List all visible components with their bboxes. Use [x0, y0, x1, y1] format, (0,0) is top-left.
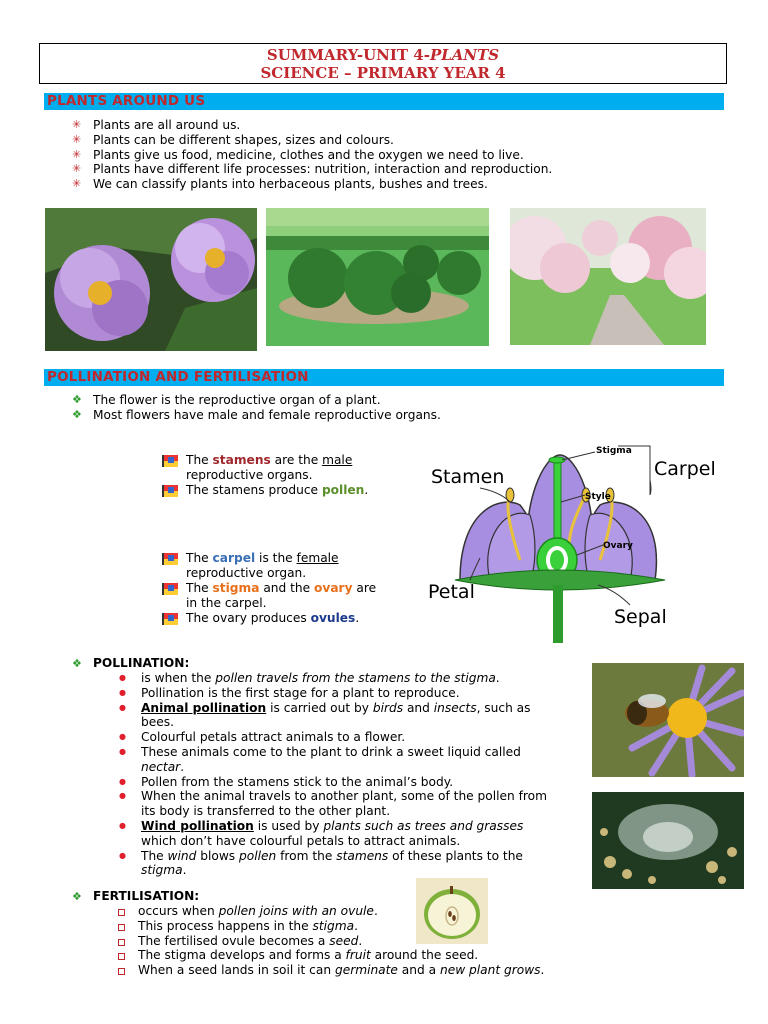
list-item: ✳ Plants can be different shapes, sizes and colours. [72, 133, 552, 148]
flag-bullet-icon [162, 455, 178, 467]
wind-pollination-photo [592, 792, 744, 889]
fertilisation-heading: ❖ FERTILISATION: [72, 889, 572, 904]
document-title [39, 43, 727, 84]
peony-flowers-photo [45, 208, 257, 351]
list-item: The stamens produce pollen. [162, 483, 402, 498]
fertilisation-list [114, 904, 572, 978]
section-heading-plants-around-us: PLANTS AROUND US [44, 93, 724, 110]
list-item: The stamens are the male reproductive organs. [162, 453, 402, 483]
flower-diagram [420, 440, 720, 645]
list-item: ● is when the pollen travels from the stamens to the stigma. [117, 671, 572, 686]
list-item: ● Pollen from the stamens stick to the animal’s body. [117, 775, 572, 790]
bee-on-flower-photo [592, 663, 744, 777]
pollination-heading: ❖ POLLINATION: [72, 656, 572, 671]
list-item: ✳ Plants are all around us. [72, 118, 552, 133]
list-item: The stigma develops and forms a fruit around the seed. [114, 948, 572, 963]
title-line-1: SUMMARY-UNIT 4-PLANTS [266, 46, 500, 64]
female-organs-block [162, 551, 402, 626]
flag-bullet-icon [162, 613, 178, 625]
list-item: ● Pollination is the first stage for a plant to reproduce. [117, 686, 572, 701]
pollination-list [117, 671, 572, 878]
plants-around-us-list [72, 118, 552, 192]
bushes-garden-photo [266, 208, 489, 346]
flag-bullet-icon [162, 553, 178, 565]
list-item: ✳ Plants have different life processes: nutrition, interaction and reproduction. [72, 162, 552, 177]
list-item: ✳ Plants give us food, medicine, clothes and the oxygen we need to live. [72, 148, 552, 163]
male-organs-block [162, 453, 402, 498]
pollination-section [72, 656, 572, 878]
title-line-2: SCIENCE – PRIMARY YEAR 4 [260, 64, 506, 82]
list-item: ● Animal pollination is carried out by birds and insects, such as bees. [117, 701, 572, 731]
list-item: ❖ Most flowers have male and female reproductive organs. [72, 408, 441, 423]
list-item: ● The wind blows pollen from the stamens of these plants to the stigma. [117, 849, 572, 879]
fertilisation-section [72, 889, 572, 978]
stamen-label: Stamen [431, 466, 505, 488]
blossom-trees-avenue-photo [510, 208, 706, 345]
reproduction-intro-list [72, 393, 441, 423]
list-item: The stigma and the ovary are in the carpel. [162, 581, 402, 611]
list-item: ● When the animal travels to another plant, some of the pollen from its body is transferred to the other plant. [117, 789, 572, 819]
flag-bullet-icon [162, 485, 178, 497]
list-item: ● Colourful petals attract animals to a flower. [117, 730, 572, 745]
list-item: The ovary produces ovules. [162, 611, 402, 626]
flag-bullet-icon [162, 583, 178, 595]
petal-label: Petal [428, 581, 475, 603]
section-heading-pollination-fertilisation: POLLINATION AND FERTILISATION [44, 369, 724, 386]
list-item: When a seed lands in soil it can germinate and a new plant grows. [114, 963, 572, 978]
stigma-label: Stigma [596, 446, 632, 456]
list-item: The carpel is the female reproductive organ. [162, 551, 402, 581]
list-item: The fertilised ovule becomes a seed. [114, 934, 572, 949]
apple-cross-section-photo [416, 878, 488, 944]
sepal-label: Sepal [614, 606, 667, 628]
list-item: ● These animals come to the plant to drink a sweet liquid called nectar. [117, 745, 572, 775]
list-item: ❖ The flower is the reproductive organ of a plant. [72, 393, 441, 408]
list-item: This process happens in the stigma. [114, 919, 572, 934]
style-label: Style [585, 492, 611, 502]
list-item: ✳ We can classify plants into herbaceous plants, bushes and trees. [72, 177, 552, 192]
list-item: occurs when pollen joins with an ovule. [114, 904, 572, 919]
ovary-label: Ovary [603, 541, 633, 551]
carpel-label: Carpel [654, 458, 716, 480]
list-item: ● Wind pollination is used by plants such as trees and grasses which don’t have colourful petals to attract animals. [117, 819, 572, 849]
